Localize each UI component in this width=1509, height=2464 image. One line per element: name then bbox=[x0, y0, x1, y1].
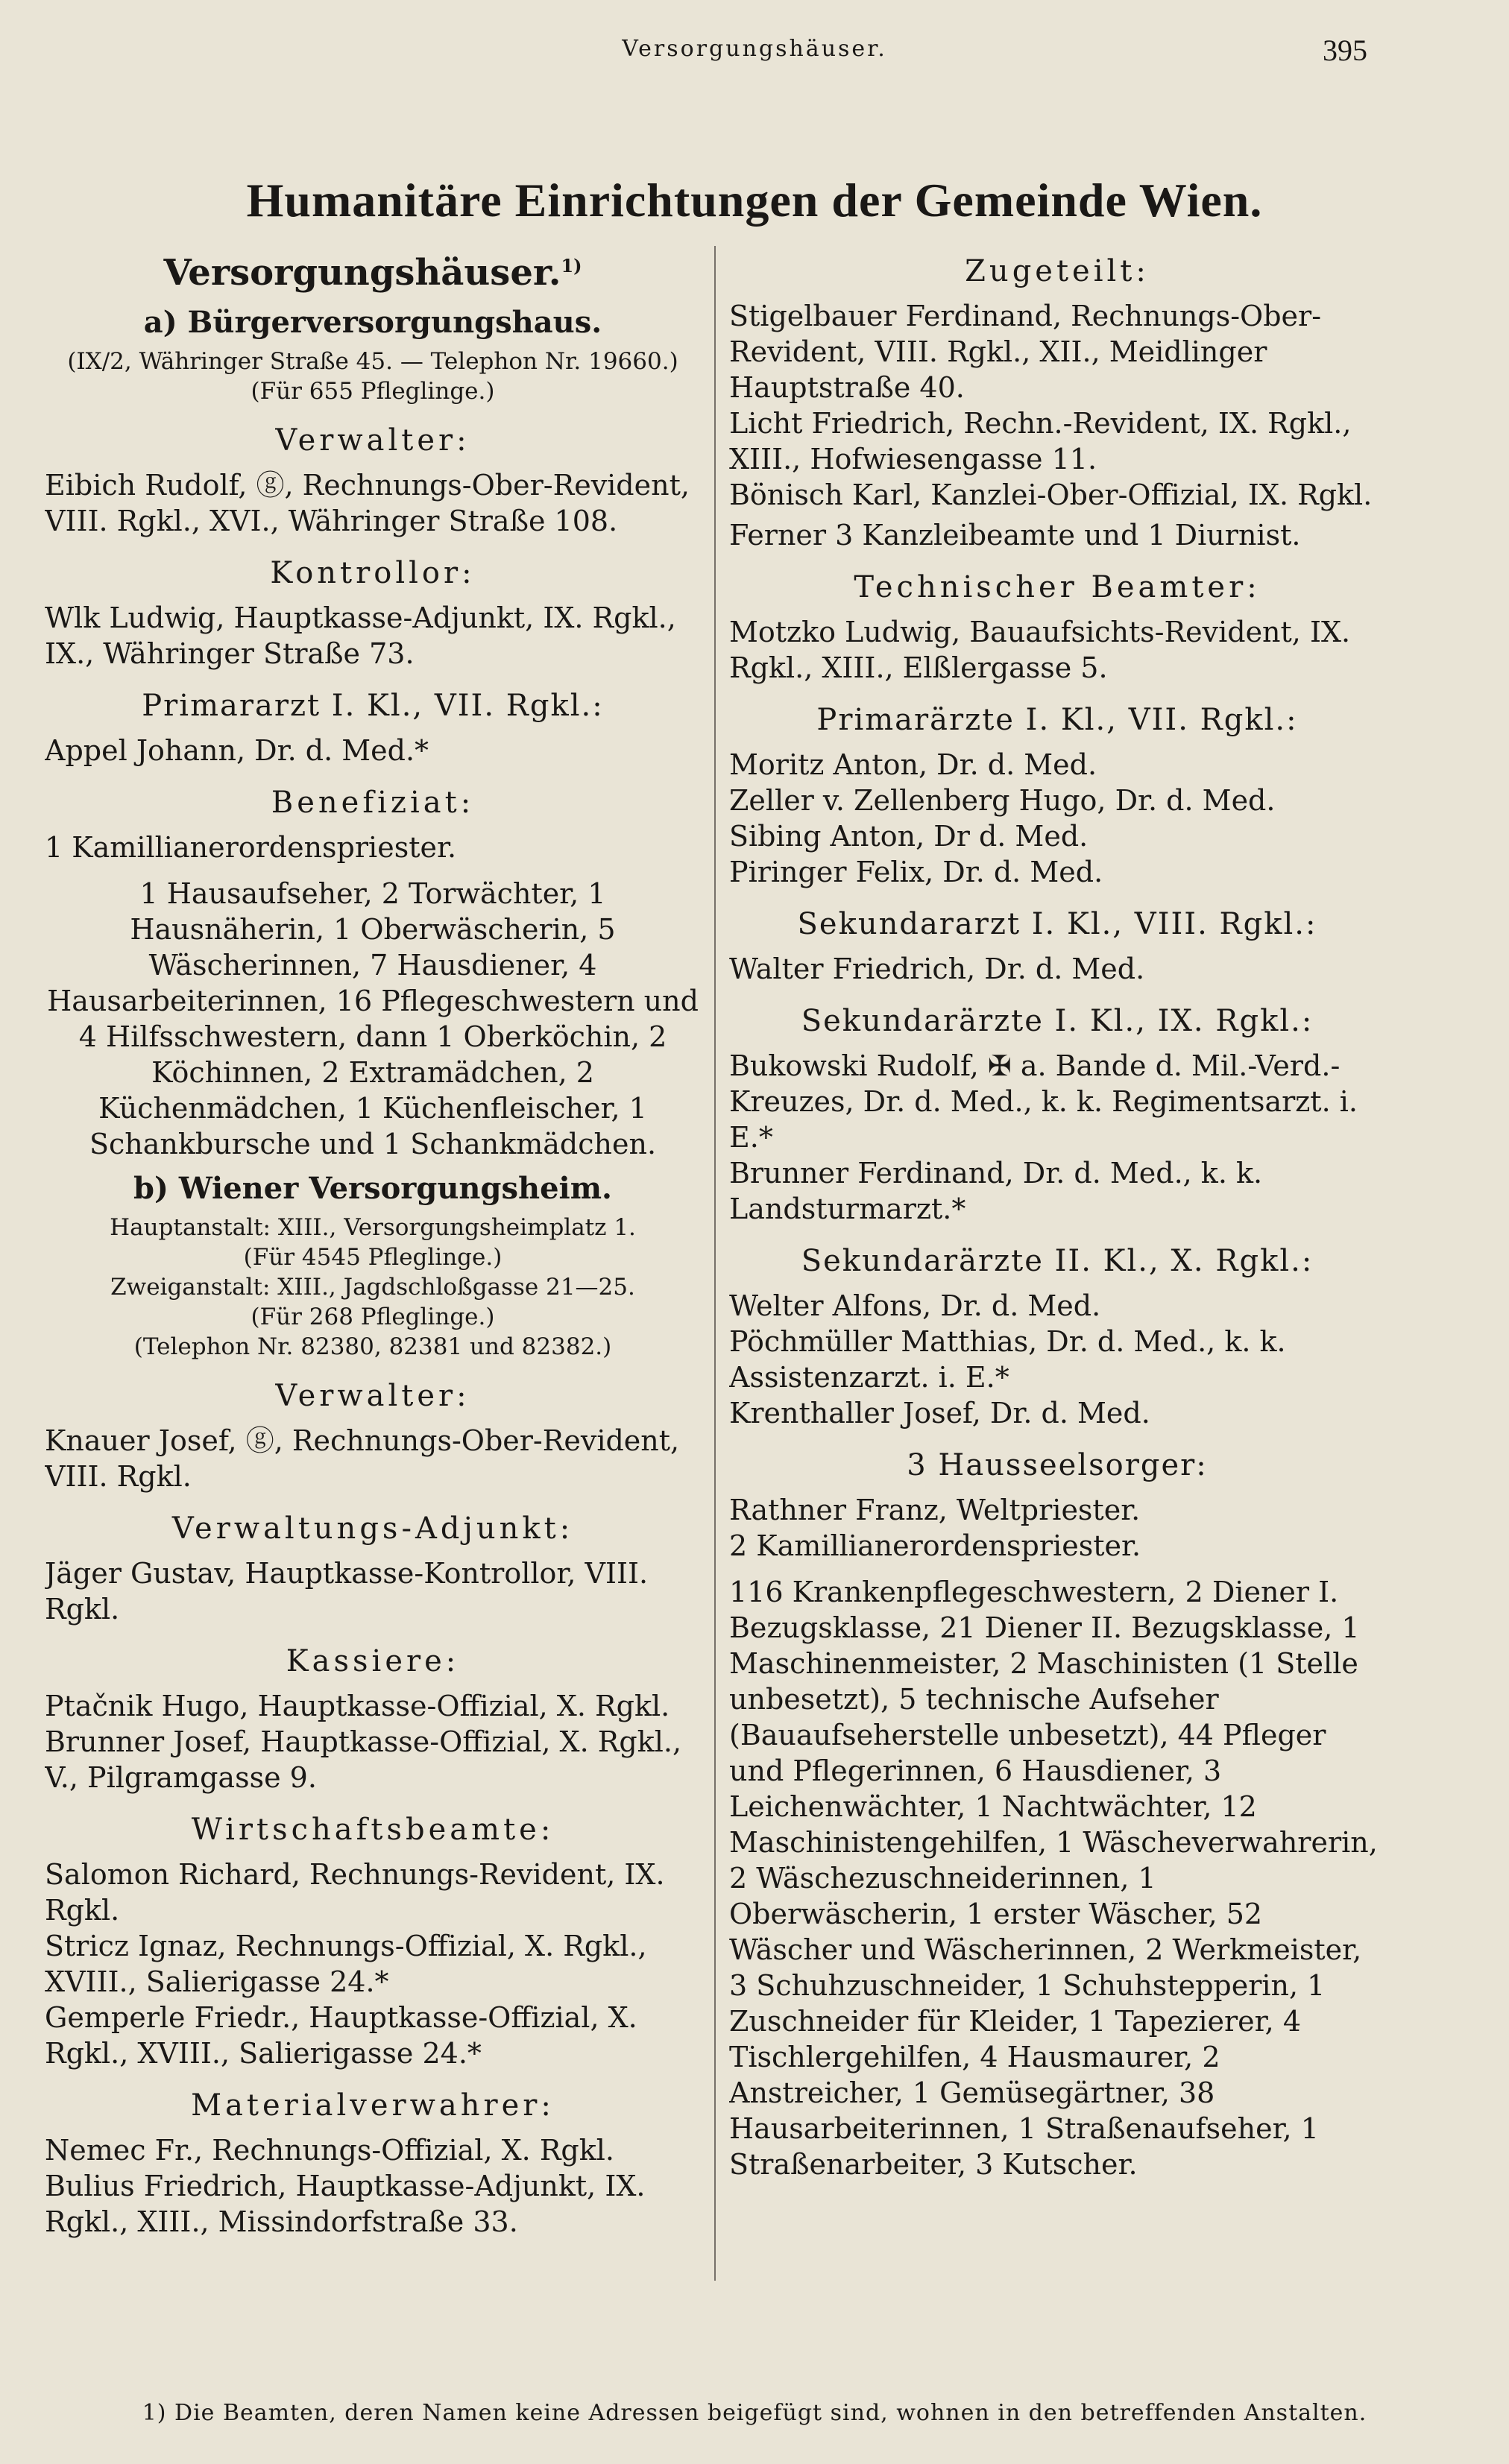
column-divider bbox=[714, 246, 716, 2281]
branch-institution: Zweiganstalt: XIII., Jagdschloßgasse 21—25. bbox=[110, 1274, 635, 1301]
sekundar3-entry: Pöchmüller Matthias, Dr. d. Med., k. k. Assistenzarzt. i. E.* bbox=[729, 1325, 1286, 1394]
material-entry: Bulius Friedrich, Hauptkasse-Adjunkt, IX. Rgkl., XIII., Missindorfstraße 33. bbox=[45, 2170, 646, 2238]
section-title bbox=[45, 243, 701, 296]
page-number: 395 bbox=[1323, 34, 1367, 67]
verwalter-b-entry: Knauer Josef, ⓖ, Rechnungs-Ober-Revident, VIII. Rgkl. bbox=[45, 1424, 680, 1493]
sekundar3-entry: Krenthaller Josef, Dr. d. Med. bbox=[729, 1397, 1150, 1430]
kassier-entry: Ptačnik Hugo, Hauptkasse-Offizial, X. Rgkl. bbox=[45, 1690, 670, 1722]
ferner-note: Ferner 3 Kanzleibeamte und 1 Diurnist. bbox=[729, 519, 1301, 552]
sekundar1-entry: Walter Friedrich, Dr. d. Med. bbox=[729, 953, 1145, 985]
kontrollor-entry: Wlk Ludwig, Hauptkasse-Adjunkt, IX. Rgkl., IX., Währinger Straße 73. bbox=[45, 601, 676, 670]
primar-entry: Sibing Anton, Dr d. Med. bbox=[729, 820, 1089, 853]
subsection-a-heading: a) Bürgerversorgungshaus. bbox=[143, 305, 602, 340]
wirtschaft-label: Wirtschaftsbeamte: bbox=[191, 1813, 555, 1847]
zugeteilt-label: Zugeteilt: bbox=[965, 254, 1150, 288]
verwalter-b-label: Verwalter: bbox=[275, 1379, 470, 1413]
technisch-entry: Motzko Ludwig, Bauaufsichts-Revident, IX. Rgkl., XIII., Elßlergasse 5. bbox=[729, 616, 1351, 684]
benefiziat-label: Benefiziat: bbox=[271, 786, 475, 820]
main-institution: Hauptanstalt: XIII., Versorgungsheimplatz 1. bbox=[110, 1214, 636, 1241]
seelsorger-entry: 2 Kamillianerordenspriester. bbox=[729, 1529, 1141, 1562]
staff-a-paragraph: 1 Hausaufseher, 2 Torwächter, 1 Hausnäherin, 1 Oberwäscherin, 5 Wäscherinnen, 7 Hausdiener, 4 Hausarbeiterinnen, 16 Pflegeschwestern und 4 Hilfsschwestern, dann 1 Oberköchin, 2 Köchinnen, 2 Extramädchen, 2 Küchenmädchen, 1 Küchenfleischer, 1 Schankbursche und 1 Schankmädchen. bbox=[47, 877, 699, 1160]
seelsorger-label: 3 Hausseelsorger: bbox=[907, 1448, 1208, 1482]
spacer bbox=[45, 865, 701, 876]
technisch-label: Technischer Beamter: bbox=[854, 570, 1261, 604]
primar-label: Primarärzte I. Kl., VII. Rgkl.: bbox=[816, 703, 1298, 737]
wirtschaft-entry: Salomon Richard, Rechnungs-Revident, IX. Rgkl. bbox=[45, 1858, 665, 1927]
material-label: Materialverwahrer: bbox=[191, 2088, 555, 2123]
footnote-mark: 1) bbox=[561, 255, 582, 277]
primar-entry: Piringer Felix, Dr. d. Med. bbox=[729, 856, 1103, 888]
verwalter-a-label: Verwalter: bbox=[275, 423, 470, 458]
spacer bbox=[729, 1564, 1385, 1574]
seelsorger-entry: Rathner Franz, Weltpriester. bbox=[729, 1494, 1141, 1526]
phone-numbers: (Telephon Nr. 82380, 82381 und 82382.) bbox=[133, 1333, 612, 1360]
left-column bbox=[45, 237, 701, 2294]
capacity-a: (Für 655 Pfleglinge.) bbox=[251, 378, 495, 405]
sekundar2-label: Sekundarärzte I. Kl., IX. Rgkl.: bbox=[801, 1004, 1314, 1038]
zugeteilt-entry: Licht Friedrich, Rechn.-Revident, IX. Rgkl., XIII., Hofwiesengasse 11. bbox=[729, 407, 1352, 476]
sekundar3-label: Sekundarärzte II. Kl., X. Rgkl.: bbox=[801, 1244, 1314, 1278]
main-capacity: (Für 4545 Pfleglinge.) bbox=[243, 1244, 503, 1271]
footnote: 1) Die Beamten, deren Namen keine Adressen beigefügt sind, wohnen in den betreffenden Anstalten. bbox=[142, 2400, 1367, 2426]
verwalter-a-entry: Eibich Rudolf, ⓖ, Rechnungs-Ober-Revident, VIII. Rgkl., XVI., Währinger Straße 108. bbox=[45, 469, 690, 537]
kassier-entry: Brunner Josef, Hauptkasse-Offizial, X. Rgkl., V., Pilgramgasse 9. bbox=[45, 1725, 682, 1794]
branch-capacity: (Für 268 Pfleglinge.) bbox=[251, 1304, 495, 1330]
sekundar3-entry: Welter Alfons, Dr. d. Med. bbox=[729, 1289, 1101, 1322]
running-title: Versorgungshäuser. bbox=[622, 36, 887, 62]
primar-entry: Moritz Anton, Dr. d. Med. bbox=[729, 748, 1097, 781]
right-column bbox=[729, 237, 1385, 2294]
adjunkt-entry: Jäger Gustav, Hauptkasse-Kontrollor, VIII. Rgkl. bbox=[45, 1557, 649, 1626]
sekundar2-entry: Bukowski Rudolf, ✠ a. Bande d. Mil.-Verd.-Kreuzes, Dr. d. Med., k. k. Regimentsarzt. i. E.* bbox=[729, 1049, 1358, 1154]
wirtschaft-entry: Stricz Ignaz, Rechnungs-Offizial, X. Rgkl., XVIII., Salierigasse 24.* bbox=[45, 1930, 647, 1998]
zugeteilt-entry: Stigelbauer Ferdinand, Rechnungs-Ober-Revident, VIII. Rgkl., XII., Meidlinger Hauptstraße 40. bbox=[729, 300, 1322, 404]
zugeteilt-entry: Bönisch Karl, Kanzlei-Ober-Offizial, IX. Rgkl. bbox=[729, 478, 1373, 511]
page-title: Humanitäre Einrichtungen der Gemeinde Wien. bbox=[246, 174, 1263, 227]
kontrollor-label: Kontrollor: bbox=[270, 556, 476, 590]
benefiziat-entry: 1 Kamillianerordenspriester. bbox=[45, 831, 457, 864]
address-a: (IX/2, Währinger Straße 45. — Telephon Nr. 19660.) bbox=[67, 348, 678, 375]
kassiere-label: Kassiere: bbox=[286, 1644, 460, 1678]
staff-b-paragraph: 116 Krankenpflegeschwestern, 2 Diener I. Bezugsklasse, 21 Diener II. Bezugsklasse, 1 Maschinenmeister, 2 Maschinisten (1 Stelle unbesetzt), 5 technische Aufseher (Bauaufseherstelle unbesetzt), 44 Pfleger und Pflegerinnen, 6 Hausdiener, 3 Leichenwächter, 1 Nachtwächter, 12 Maschinistengehilfen, 1 Wäscheverwahrerin, 2 Wäschezuschneiderinnen, 1 Oberwäscherin, 1 erster Wäscher, 52 Wäscher und Wäscherinnen, 2 Werkmeister, 3 Schuhzuschneider, 1 Schuhstepperin, 1 Zuschneider für Kleider, 1 Tapezierer, 4 Tischlergehilfen, 4 Hausmaurer, 2 Anstreicher, 1 Gemüsegärtner, 38 Hausarbeiterinnen, 1 Straßenaufseher, 1 Straßenarbeiter, 3 Kutscher. bbox=[729, 1576, 1378, 2181]
subsection-b-heading: b) Wiener Versorgungsheim. bbox=[133, 1171, 612, 1206]
adjunkt-label: Verwaltungs-Adjunkt: bbox=[171, 1511, 574, 1546]
primararzt-label: Primararzt I. Kl., VII. Rgkl.: bbox=[142, 689, 604, 723]
primar-entry: Zeller v. Zellenberg Hugo, Dr. d. Med. bbox=[729, 784, 1276, 817]
sekundar1-label: Sekundararzt I. Kl., VIII. Rgkl.: bbox=[797, 907, 1317, 941]
primararzt-entry: Appel Johann, Dr. d. Med.* bbox=[45, 734, 429, 767]
sekundar2-entry: Brunner Ferdinand, Dr. d. Med., k. k. Landsturmarzt.* bbox=[729, 1157, 1263, 1225]
section-title-text: Versorgungshäuser. bbox=[163, 252, 561, 294]
wirtschaft-entry: Gemperle Friedr., Hauptkasse-Offizial, X. Rgkl., XVIII., Salierigasse 24.* bbox=[45, 2001, 637, 2070]
material-entry: Nemec Fr., Rechnungs-Offizial, X. Rgkl. bbox=[45, 2134, 615, 2167]
